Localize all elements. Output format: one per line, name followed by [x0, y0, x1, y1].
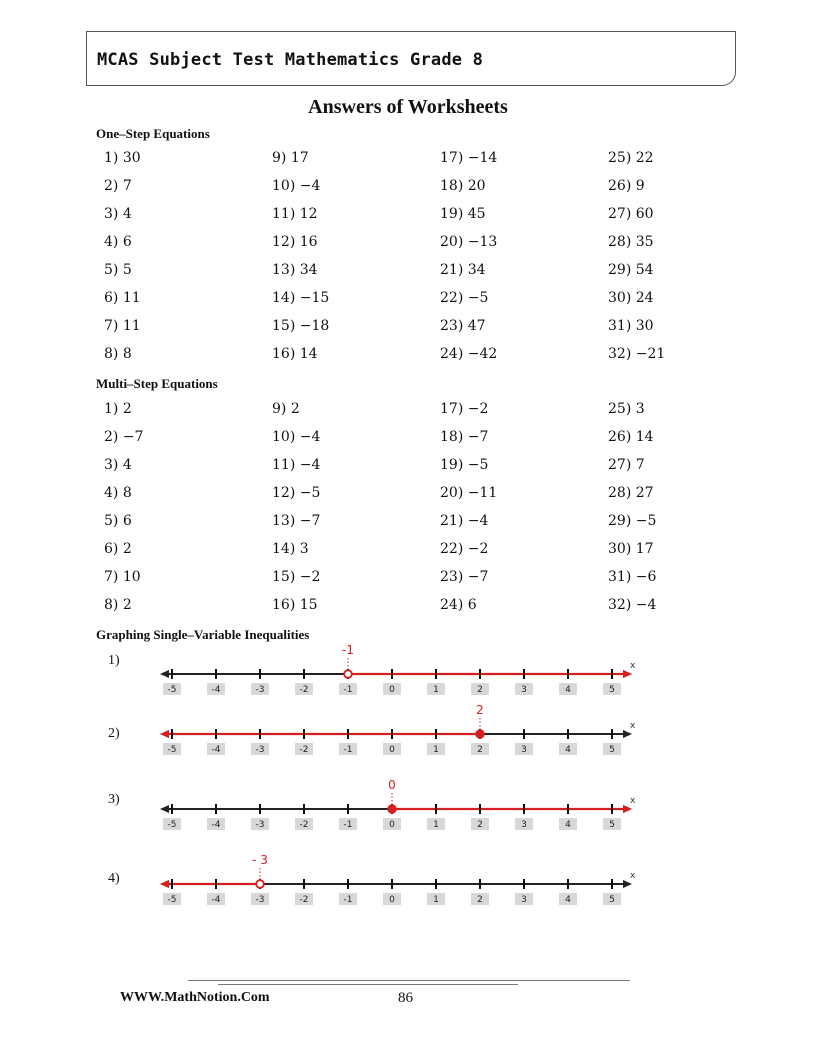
answer-item: 9) 17	[272, 150, 309, 166]
answer-item: 29) 54	[608, 262, 654, 278]
tick-label: -2	[299, 895, 309, 905]
answer-item: 4) 6	[104, 234, 132, 250]
answer-item: 14) −15	[272, 290, 330, 306]
tick-label: 1	[433, 895, 439, 905]
answer-item: 28) 35	[608, 234, 654, 250]
answer-item: 11) 12	[272, 206, 318, 222]
answer-item: 12) 16	[272, 234, 318, 250]
tick-label: 2	[477, 685, 483, 695]
point-label: -1	[342, 643, 354, 657]
right-arrow-icon	[623, 730, 632, 738]
answer-item: 11) −4	[272, 457, 321, 473]
answer-item: 4) 8	[104, 485, 132, 501]
tick-label: -4	[211, 685, 221, 695]
tick-label: -1	[343, 820, 353, 830]
answer-item: 20) −11	[440, 485, 498, 501]
answer-item: 25) 22	[608, 150, 654, 166]
tick-label: -5	[167, 820, 177, 830]
header-title: MCAS Subject Test Mathematics Grade 8	[97, 50, 484, 70]
answer-item: 20) −13	[440, 234, 498, 250]
answer-item: 30) 24	[608, 290, 654, 306]
tick-label: 3	[521, 745, 527, 755]
graph-item-label: 2)	[108, 726, 120, 741]
tick-label: 5	[609, 745, 615, 755]
answer-item: 9) 2	[272, 401, 300, 417]
answer-item: 27) 60	[608, 206, 654, 222]
answer-item: 18) −7	[440, 429, 489, 445]
tick-label: 4	[565, 820, 571, 830]
answer-item: 19) −5	[440, 457, 489, 473]
axis-variable: x	[630, 871, 636, 881]
tick-label: 0	[389, 685, 395, 695]
point-label: 2	[476, 703, 484, 717]
point-label: 0	[388, 778, 396, 792]
answer-item: 17) −14	[440, 150, 498, 166]
answer-item: 21) −4	[440, 513, 489, 529]
answer-item: 2) 7	[104, 178, 132, 194]
footer-rule	[188, 980, 630, 981]
tick-label: -3	[255, 745, 265, 755]
answer-item: 19) 45	[440, 206, 486, 222]
tick-label: 2	[477, 745, 483, 755]
answer-item: 14) 3	[272, 541, 309, 557]
answer-item: 3) 4	[104, 206, 132, 222]
graph-item-label: 1)	[108, 653, 120, 668]
answer-item: 7) 11	[104, 318, 141, 334]
open-point	[256, 880, 264, 888]
answer-item: 5) 5	[104, 262, 132, 278]
tick-label: 0	[389, 745, 395, 755]
axis-variable: x	[630, 796, 636, 806]
tick-label: 1	[433, 685, 439, 695]
left-arrow-icon	[160, 670, 169, 678]
tick-label: 4	[565, 745, 571, 755]
section-title-graphing: Graphing Single–Variable Inequalities	[96, 627, 310, 642]
graph-item-label: 4)	[108, 871, 120, 886]
tick-label: 3	[521, 685, 527, 695]
answer-item: 26) 14	[608, 429, 654, 445]
answer-item: 1) 2	[104, 401, 132, 417]
tick-label: -3	[255, 895, 265, 905]
closed-point	[476, 730, 484, 738]
tick-label: -2	[299, 745, 309, 755]
number-line-4	[150, 850, 660, 930]
answer-item: 21) 34	[440, 262, 486, 278]
answer-item: 22) −5	[440, 290, 489, 306]
answer-item: 32) −21	[608, 346, 666, 362]
solution-arrow-icon	[160, 880, 169, 888]
answer-item: 32) −4	[608, 597, 657, 613]
tick-label: -3	[255, 685, 265, 695]
answer-item: 7) 10	[104, 569, 141, 585]
tick-label: 5	[609, 685, 615, 695]
tick-label: 5	[609, 895, 615, 905]
answer-item: 8) 8	[104, 346, 132, 362]
graph-item-label: 3)	[108, 792, 120, 807]
tick-label: -5	[167, 895, 177, 905]
point-label: - 3	[252, 853, 268, 867]
number-line-2	[150, 700, 660, 780]
answer-item: 27) 7	[608, 457, 645, 473]
answer-item: 10) −4	[272, 429, 321, 445]
tick-label: -2	[299, 820, 309, 830]
tick-label: 1	[433, 820, 439, 830]
answer-item: 23) −7	[440, 569, 489, 585]
solution-arrow-icon	[623, 670, 632, 678]
footer-rule	[218, 984, 518, 985]
tick-label: 5	[609, 820, 615, 830]
tick-label: 4	[565, 685, 571, 695]
footer-url[interactable]: WWW.MathNotion.Com	[120, 990, 270, 1005]
closed-point	[388, 805, 396, 813]
tick-label: -4	[211, 820, 221, 830]
answer-item: 28) 27	[608, 485, 654, 501]
axis-variable: x	[630, 661, 636, 671]
tick-label: 2	[477, 895, 483, 905]
tick-label: -5	[167, 685, 177, 695]
answer-item: 18) 20	[440, 178, 486, 194]
answer-item: 15) −18	[272, 318, 330, 334]
answer-item: 16) 15	[272, 597, 318, 613]
section-title-one-step: One–Step Equations	[96, 126, 210, 141]
tick-label: -1	[343, 685, 353, 695]
solution-arrow-icon	[623, 805, 632, 813]
tick-label: -1	[343, 895, 353, 905]
axis-variable: x	[630, 721, 636, 731]
answer-item: 23) 47	[440, 318, 486, 334]
tick-label: 0	[389, 820, 395, 830]
header-box	[86, 31, 736, 86]
page-number: 86	[398, 990, 413, 1006]
answer-item: 25) 3	[608, 401, 645, 417]
tick-label: 0	[389, 895, 395, 905]
answer-item: 10) −4	[272, 178, 321, 194]
answer-item: 2) −7	[104, 429, 144, 445]
answer-item: 22) −2	[440, 541, 489, 557]
answer-item: 16) 14	[272, 346, 318, 362]
number-line-3	[150, 775, 660, 855]
answer-item: 5) 6	[104, 513, 132, 529]
open-point	[344, 670, 352, 678]
answer-item: 13) 34	[272, 262, 318, 278]
right-arrow-icon	[623, 880, 632, 888]
answer-item: 15) −2	[272, 569, 321, 585]
answer-item: 26) 9	[608, 178, 645, 194]
answer-item: 24) −42	[440, 346, 498, 362]
answer-item: 13) −7	[272, 513, 321, 529]
tick-label: 2	[477, 820, 483, 830]
tick-label: -3	[255, 820, 265, 830]
solution-arrow-icon	[160, 730, 169, 738]
answer-item: 24) 6	[440, 597, 477, 613]
answer-item: 1) 30	[104, 150, 141, 166]
answer-item: 8) 2	[104, 597, 132, 613]
tick-label: -1	[343, 745, 353, 755]
answer-item: 6) 11	[104, 290, 141, 306]
answer-item: 12) −5	[272, 485, 321, 501]
left-arrow-icon	[160, 805, 169, 813]
section-title-multi-step: Multi–Step Equations	[96, 376, 218, 391]
tick-label: -4	[211, 895, 221, 905]
tick-label: -2	[299, 685, 309, 695]
tick-label: 3	[521, 820, 527, 830]
answer-item: 31) −6	[608, 569, 657, 585]
answer-item: 3) 4	[104, 457, 132, 473]
answer-item: 29) −5	[608, 513, 657, 529]
answer-item: 17) −2	[440, 401, 489, 417]
tick-label: 3	[521, 895, 527, 905]
tick-label: 4	[565, 895, 571, 905]
tick-label: -4	[211, 745, 221, 755]
answer-item: 30) 17	[608, 541, 654, 557]
tick-label: -5	[167, 745, 177, 755]
tick-label: 1	[433, 745, 439, 755]
answer-item: 31) 30	[608, 318, 654, 334]
page-title: Answers of Worksheets	[308, 96, 508, 118]
answer-item: 6) 2	[104, 541, 132, 557]
